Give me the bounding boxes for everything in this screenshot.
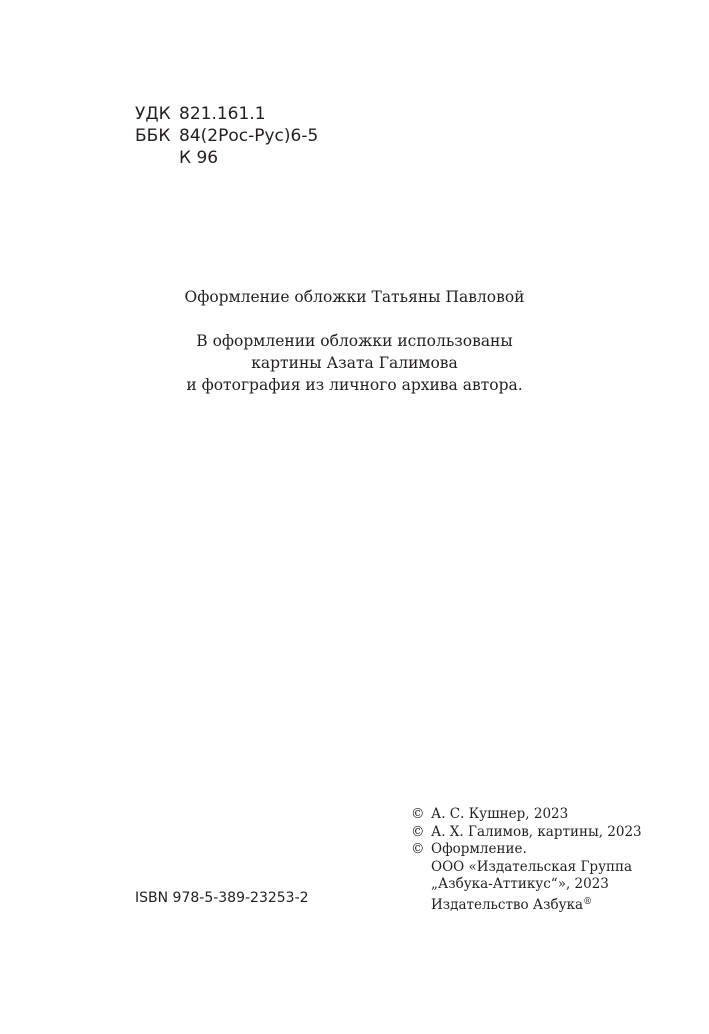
copyright-line: „Азбука-Аттикус“», 2023 (431, 876, 609, 892)
registered-mark: ® (583, 896, 593, 907)
copyright-symbol: © (411, 823, 425, 840)
author-mark: К 96 (179, 148, 219, 168)
cover-note-line: В оформлении обложки использованы (196, 332, 513, 350)
cover-note-line: картины Азата Галимова (251, 354, 458, 372)
copyright-line: ООО «Издательская Группа (431, 858, 633, 875)
copyright-row (411, 806, 642, 824)
udk-label: УДК (135, 104, 171, 124)
udk-value: 821.161.1 (179, 104, 266, 124)
copyright-line: А. Х. Галимов, картины, 2023 (431, 823, 642, 840)
copyright-line: А. С. Кушнер, 2023 (431, 806, 569, 822)
copyright-line: Оформление. (431, 841, 527, 857)
cover-note-line: и фотография из личного архива автора. (186, 376, 523, 394)
copyright-row (411, 824, 642, 842)
bbk-label: ББК (135, 126, 171, 146)
bbk-value: 84(2Рос-Рус)6-5 (179, 126, 319, 146)
copyright-publisher (411, 894, 642, 915)
cover-design-credit: Оформление обложки Татьяны Павловой (184, 288, 525, 306)
copyright-symbol: © (411, 841, 425, 857)
copyright-row (411, 841, 642, 859)
bbk-row (135, 125, 318, 147)
classification-block (135, 103, 318, 169)
copyright-symbol: © (411, 806, 425, 822)
cover-credits (0, 286, 709, 396)
publisher-name: Издательство Азбука (431, 896, 584, 913)
author-mark-row (135, 147, 318, 169)
isbn: ISBN 978-5-389-23253-2 (135, 890, 309, 906)
udk-row (135, 103, 318, 125)
copyright-block (411, 806, 642, 914)
